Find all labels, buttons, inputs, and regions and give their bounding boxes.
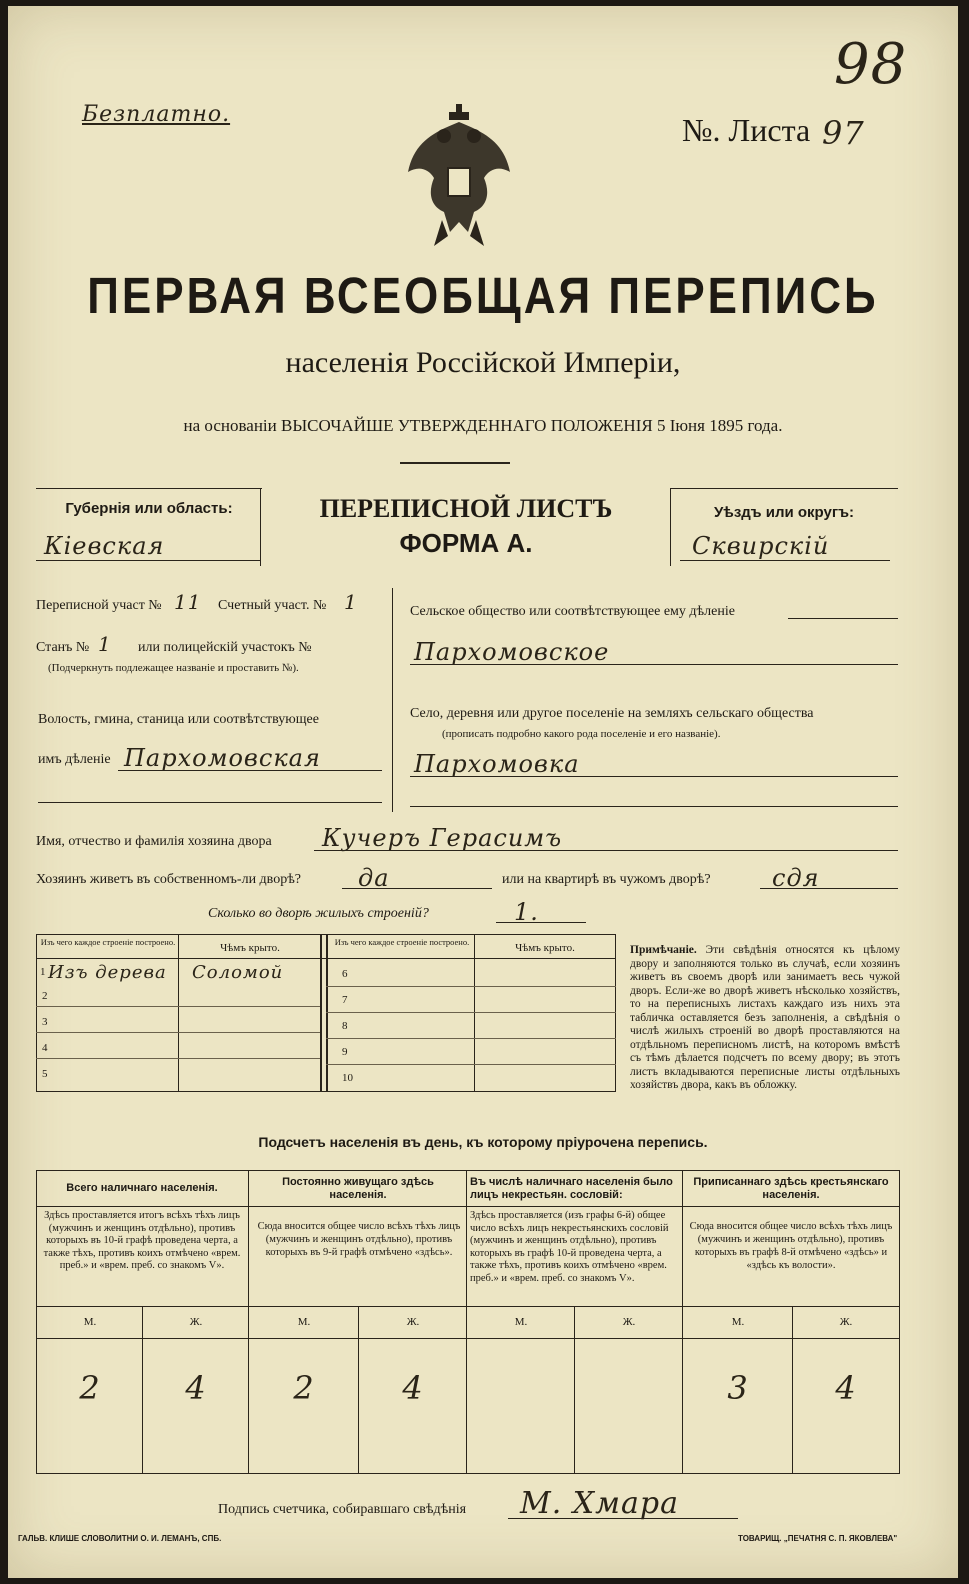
pop-col4-title: Приписаннаго здѣсь крестьянскаго населенія. (693, 1176, 889, 1201)
pop-col1-m-label: М. (83, 1316, 97, 1328)
free-label: Безплатно. (82, 102, 231, 127)
signature-label: Подпись счетчика, собиравшаго свѣдѣнія (218, 1502, 467, 1517)
bt-row-n: 8 (342, 1020, 348, 1032)
legal-basis: на основаніи ВЫСОЧАЙШЕ УТВЕРЖДЕННАГО ПОЛОЖЕНІЯ 5 Іюня 1895 года. (183, 416, 783, 435)
note (630, 944, 900, 1093)
stan-label: Станъ № (36, 640, 90, 655)
perepisnoy-label: Переписной участ № (36, 598, 162, 613)
pop-col2-zh: 4 (402, 1369, 424, 1407)
bt-row-n: 7 (342, 994, 348, 1006)
buildings-label: Сколько во дворѣ жилыхъ строеній? (208, 906, 429, 921)
pop-col2-title: Постоянно живущаго здѣсь населенія. (282, 1176, 434, 1201)
pop-col3-title: Въ числѣ наличнаго населенія было лицъ некрестьян. сословій: (470, 1176, 673, 1201)
pop-col1-m: 2 (79, 1369, 101, 1407)
bt-row-n: 5 (42, 1068, 48, 1080)
guberniya-value: Кiевская (44, 532, 165, 560)
guberniya-label: Губернія или область: (65, 500, 233, 517)
pop-col3-desc: Здѣсь проставляется (изъ графы 6-й) общее число всѣхъ лицъ некрестьянскихъ сословій (мужчинъ и женщинъ отдѣльно), противъ которыхъ въ графѣ 10-й проведена черта, а также тѣхъ, противъ коихъ отмѣчено «врем. преб.» и «врем. преб. со знакомъ V». (470, 1210, 669, 1284)
volost-label-1: Волость, гмина, станица или соотвѣтствующее (38, 712, 319, 727)
form-title: ПЕРЕПИСНОЙ ЛИСТЪ (319, 494, 613, 523)
owner-name-value: Кучеръ Герасимъ (322, 824, 563, 852)
pop-col4-zh-label: Ж. (839, 1316, 853, 1328)
buildings-value: 1. (514, 898, 539, 926)
pop-col1-zh-label: Ж. (189, 1316, 203, 1328)
kvartira-label: или на квартирѣ въ чужомъ дворѣ? (502, 872, 711, 887)
document-title: ПЕРВАЯ ВСЕОБЩАЯ ПЕРЕПИСЬ (87, 268, 879, 325)
selo-label: Село, деревня или другое поселеніе на земляхъ сельскаго общества (410, 706, 814, 721)
pop-col4-m-label: М. (731, 1316, 745, 1328)
pop-col4-zh: 4 (835, 1369, 857, 1407)
obshchestvo-value: Пархомовское (414, 638, 610, 666)
obshchestvo-label: Сельское общество или соотвѣтствующее ему дѣленіе (410, 604, 735, 619)
uezd-value: Сквирскiй (692, 532, 830, 560)
stan-note: (Подчеркнуть подлежащее названіе и проставить №). (48, 662, 299, 674)
stan-value: 1 (98, 632, 112, 656)
pop-col4-desc: Сюда вносится общее число всѣхъ тѣхъ лицъ (мужчинъ и женщинъ отдѣльно), противъ которыхъ въ графѣ 8-й отмѣчено «здѣсь» и «здѣсь къ волости». (689, 1221, 893, 1271)
volost-label-2: имъ дѣленіе (38, 752, 111, 767)
owner-lives-value: да (358, 864, 390, 892)
owner-lives-label: Хозяинъ живетъ въ собственномъ-ли дворѣ? (36, 872, 302, 887)
pop-col2-m-label: М. (297, 1316, 311, 1328)
bt-row-n: 2 (42, 990, 48, 1002)
schetny-value: 1 (344, 590, 358, 614)
pop-col1-desc: Здѣсь проставляется итогъ всѣхъ тѣхъ лицъ (мужчинъ и женщинъ отдѣльно), противъ которыхъ въ 10-й графѣ проведена черта, а также тѣхъ, противъ коихъ отмѣчено «врем. преб.» и «врем. преб. со знакомъ V». (43, 1210, 241, 1271)
pop-col4-m: 3 (727, 1369, 749, 1407)
sheet-number-label: №. Листа (682, 112, 811, 148)
population-heading: Подсчетъ населенія въ день, къ которому пріурочена перепись. (258, 1134, 708, 1150)
document-subtitle: населенія Россійской Имперіи, (285, 346, 681, 379)
bt-col-material: Изъ чего каждое строеніе построено. (40, 937, 176, 947)
bt-row-roof: Соломой (192, 962, 284, 983)
owner-name-label: Имя, отчество и фамилія хозяина двора (36, 834, 272, 849)
bt-row-n: 10 (342, 1072, 353, 1084)
pop-col1-zh: 4 (185, 1369, 207, 1407)
sheet-number-handwritten: 97 (822, 114, 865, 152)
footer-right: ТОВАРИЩ. „ПЕЧАТНЯ С. П. ЯКОВЛЕВА" (738, 1534, 898, 1543)
footer-left: ГАЛЬВ. КЛИШЕ СЛОВОЛИТНИ О. И. ЛЕМАНЪ, СПБ. (18, 1534, 222, 1543)
form-letter: ФОРМА А. (399, 528, 533, 558)
ornament-divider (400, 462, 510, 464)
perepisnoy-value: 11 (174, 590, 202, 614)
bt-row-n: 1 (40, 966, 46, 978)
selo-note: (прописать подробно какого рода поселеніе и его названіе). (442, 728, 721, 740)
note-lead: Примѣчаніе. (630, 944, 697, 956)
selo-value: Пархомовка (414, 750, 580, 778)
kvartira-value: сдя (772, 864, 820, 892)
uezd-label: Уѣздъ или округъ: (713, 504, 855, 521)
note-text: Эти свѣдѣнія относятся къ цѣлому двору и заполняются только въ случаѣ, если хозяинъ живетъ въ своемъ дворѣ или занимаетъ весь чужой дворъ. Если-же во дворѣ живетъ нѣсколько хозяйствъ, то на переписныхъ листахъ каждаго изъ нихъ эта табличка оставляется безъ заполненія, а свѣдѣнія о числѣ жилыхъ строеній во дворѣ проставляются на отдѣльномъ переписномъ листѣ, на которомъ вмѣстѣ съ тѣмъ дѣлается подсчетъ по всему двору; въ этотъ листъ вкладываются переписные листы отдѣльныхъ хозяйствъ двора, какъ въ обложку. (630, 944, 900, 1091)
bt-row-n: 4 (42, 1042, 48, 1054)
pop-col2-desc: Сюда вносится общее число всѣхъ тѣхъ лицъ (мужчинъ и женщинъ отдѣльно), противъ которыхъ въ 9-й графѣ отмѣчено «здѣсь». (257, 1221, 461, 1258)
census-sheet (8, 6, 958, 1578)
schetny-label: Счетный участ. № (218, 598, 327, 613)
archive-number: 98 (834, 32, 908, 97)
pop-col1-title: Всего наличнаго населенія. (66, 1182, 218, 1194)
volost-value: Пархомовская (124, 744, 321, 772)
pop-col2-m: 2 (293, 1369, 315, 1407)
pop-col2-zh-label: Ж. (406, 1316, 420, 1328)
bt-col-material-2: Изъ чего каждое строеніе построено. (334, 937, 470, 947)
bt-row-n: 3 (42, 1016, 48, 1028)
pop-col3-zh-label: Ж. (622, 1316, 636, 1328)
bt-row-n: 9 (342, 1046, 348, 1058)
bt-col-roof: Чѣмъ крыто. (220, 942, 280, 954)
stan-rest: или полицейскій участокъ № (138, 640, 312, 655)
bt-row-material: Изъ дерева (48, 962, 167, 983)
pop-col3-m-label: М. (514, 1316, 528, 1328)
bt-row-n: 6 (342, 968, 348, 980)
signature-value: М. Хмара (520, 1486, 679, 1521)
imperial-eagle-emblem (404, 102, 514, 252)
bt-col-roof-2: Чѣмъ крыто. (515, 942, 575, 954)
